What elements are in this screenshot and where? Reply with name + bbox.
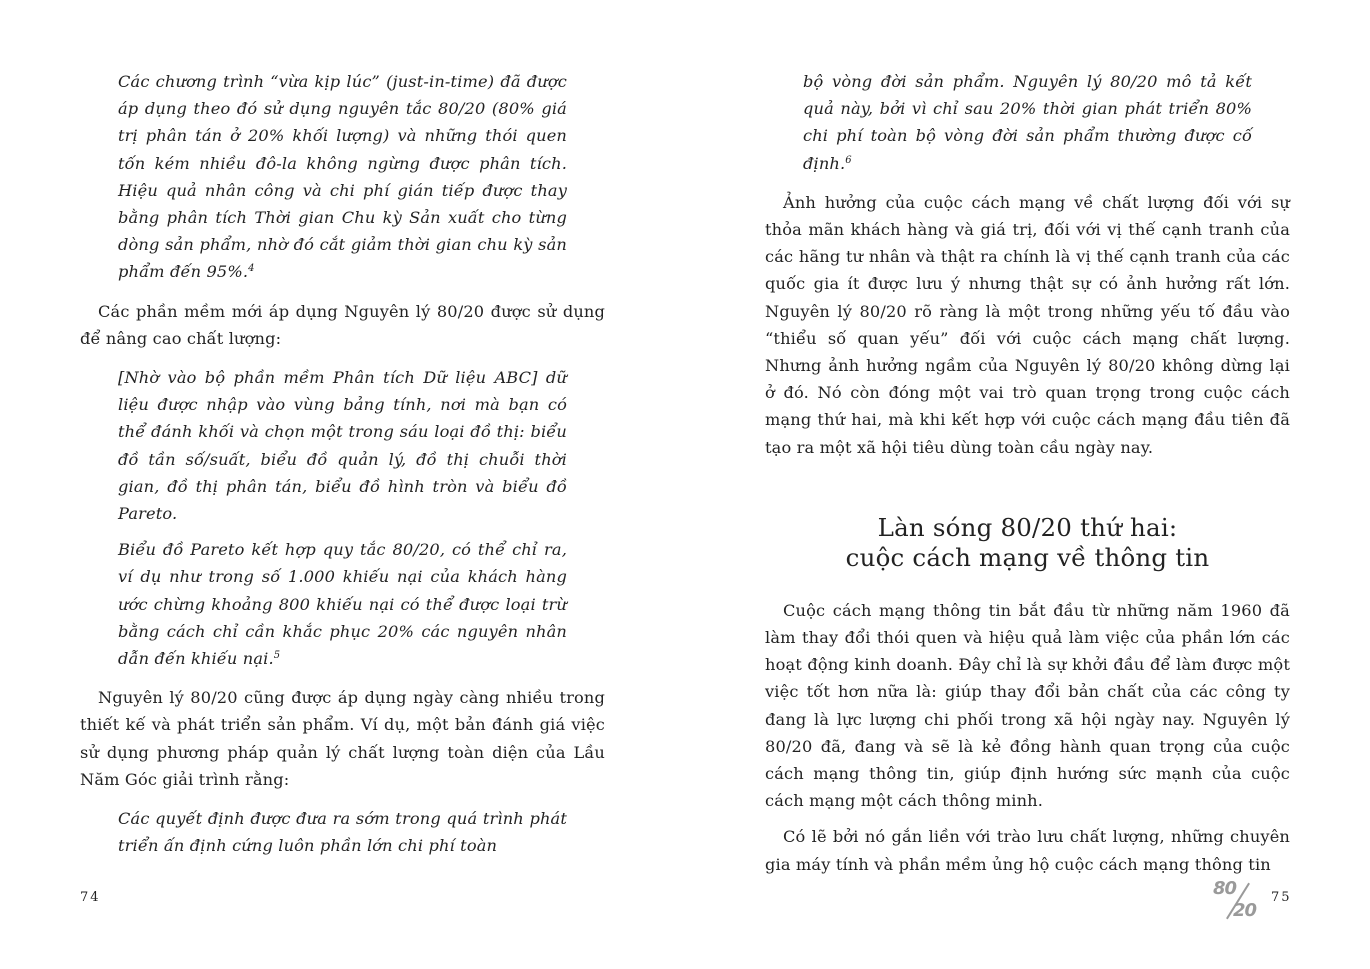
logo-bottom-number: 20 — [1233, 900, 1257, 921]
footnote-ref: 6 — [845, 154, 852, 166]
quote-paragraph: bộ vòng đời sản phẩm. Nguyên lý 80/20 mô tả kết quả này, bởi vì chỉ sau 20% thời gian phát triển 80% chi phí toàn bộ vòng đời sản phẩm thường được cố định.$^6$ — [803, 72, 1252, 173]
quote-paragraph: [Nhờ vào bộ phần mềm Phân tích Dữ liệu ABC] dữ liệu được nhập vào vùng bảng tính, nơi mà bạn có thể đánh khối và chọn một trong sáu loại đồ thị: biểu đồ tần số/suất, biểu đồ quản lý, đồ thị chuỗi thời gian, đồ thị phân tán, biểu đồ hình tròn và biểu đồ Pareto. — [118, 368, 567, 524]
left-text-column — [80, 68, 605, 859]
logo-top-number: 80 — [1213, 878, 1237, 899]
quote-paragraph: Biểu đồ Pareto kết hợp quy tắc 80/20, có thể chỉ ra, ví dụ như trong số 1.000 khiếu nại của khách hàng ước chừng khoảng 800 khiếu nại có thể được loại trừ bằng cách chỉ cần khắc phục 20% các nguyên nhân dẫn đến khiếu nại.$^5$ — [118, 540, 567, 669]
section-heading-line2: cuộc cách mạng về thông tin — [845, 542, 1210, 572]
right-text-column — [765, 68, 1290, 878]
block-quote-abc-software — [118, 364, 567, 672]
body-paragraph: Nguyên lý 80/20 cũng được áp dụng ngày càng nhiều trong thiết kế và phát triển sản phẩm. Ví dụ, một bản đánh giá việc sử dụng phương pháp quản lý chất lượng toàn diện của Lầu Năm Góc giải trình rằng: — [80, 688, 605, 789]
block-quote-jit — [118, 68, 567, 286]
footnote-ref: 5 — [273, 650, 281, 662]
block-quote-continued — [803, 68, 1252, 177]
80-20-logo — [1213, 876, 1265, 926]
body-paragraph: Cuộc cách mạng thông tin bắt đầu từ những năm 1960 đã làm thay đổi thói quen và hiệu quả làm việc của phần lớn các hoạt động kinh doanh. Đây chỉ là sự khởi đầu để làm được một việc tốt hơn nữa là: giúp thay đổi bản chất của các công ty đang là lực lượng chi phối trong xã hội ngày nay. Nguyên lý 80/20 đã, đang và sẽ là kẻ đồng hành quan trọng của cuộc cách mạng thông tin, giúp định hướng sức mạnh của cuộc cách mạng một cách thông minh. — [765, 600, 1290, 811]
page-number: 74 — [80, 890, 101, 905]
right-page — [685, 0, 1370, 969]
body-paragraph: Ảnh hưởng của cuộc cách mạng về chất lượng đối với sự thỏa mãn khách hàng và giá trị, đối với vị thế cạnh tranh của các hãng tư nhân và thật ra chính là vị thế cạnh tranh của các quốc gia ít được lưu ý nhưng thật sự có ảnh hưởng rất lớn. Nguyên lý 80/20 rõ ràng là một trong những yếu tố đầu vào “thiểu số quan yếu” đối với cuộc cách mạng chất lượng. Nhưng ảnh hưởng ngầm của Nguyên lý 80/20 không dừng lại ở đó. Nó còn đóng một vai trò quan trọng trong cuộc cách mạng thứ hai, mà khi kết hợp với cuộc cách mạng đầu tiên đã tạo ra một xã hội tiêu dùng toàn cầu ngày nay. — [765, 192, 1290, 457]
section-heading — [765, 513, 1290, 573]
body-paragraph: Có lẽ bởi nó gắn liền với trào lưu chất lượng, những chuyên gia máy tính và phần mềm ủng hộ cuộc cách mạng thông tin — [765, 827, 1290, 874]
block-quote-pentagon — [118, 805, 567, 859]
footnote-ref: 4 — [248, 263, 255, 275]
quote-paragraph: Các quyết định được đưa ra sớm trong quá trình phát triển ấn định cứng luôn phần lớn chi phí toàn — [118, 809, 567, 856]
body-paragraph: Các phần mềm mới áp dụng Nguyên lý 80/20 được sử dụng để nâng cao chất lượng: — [80, 301, 605, 348]
quote-paragraph: Các chương trình “vừa kịp lúc” (just-in-time) đã được áp dụng theo đó sử dụng nguyên tắc 80/20 (80% giá trị phân tán ở 20% khối lượng) và những thói quen tốn kém nhiều đô-la không ngừng được phân tích. Hiệu quả nhân công và chi phí gián tiếp được thay bằng phân tích Thời gian Chu kỳ Sản xuất cho từng dòng sản phẩm, nhờ đó cắt giảm thời gian chu kỳ sản phẩm đến 95%.$^4$ — [118, 72, 567, 282]
page-number: 75 — [1271, 890, 1292, 905]
section-heading-line1: Làn sóng 80/20 thứ hai: — [877, 512, 1178, 542]
